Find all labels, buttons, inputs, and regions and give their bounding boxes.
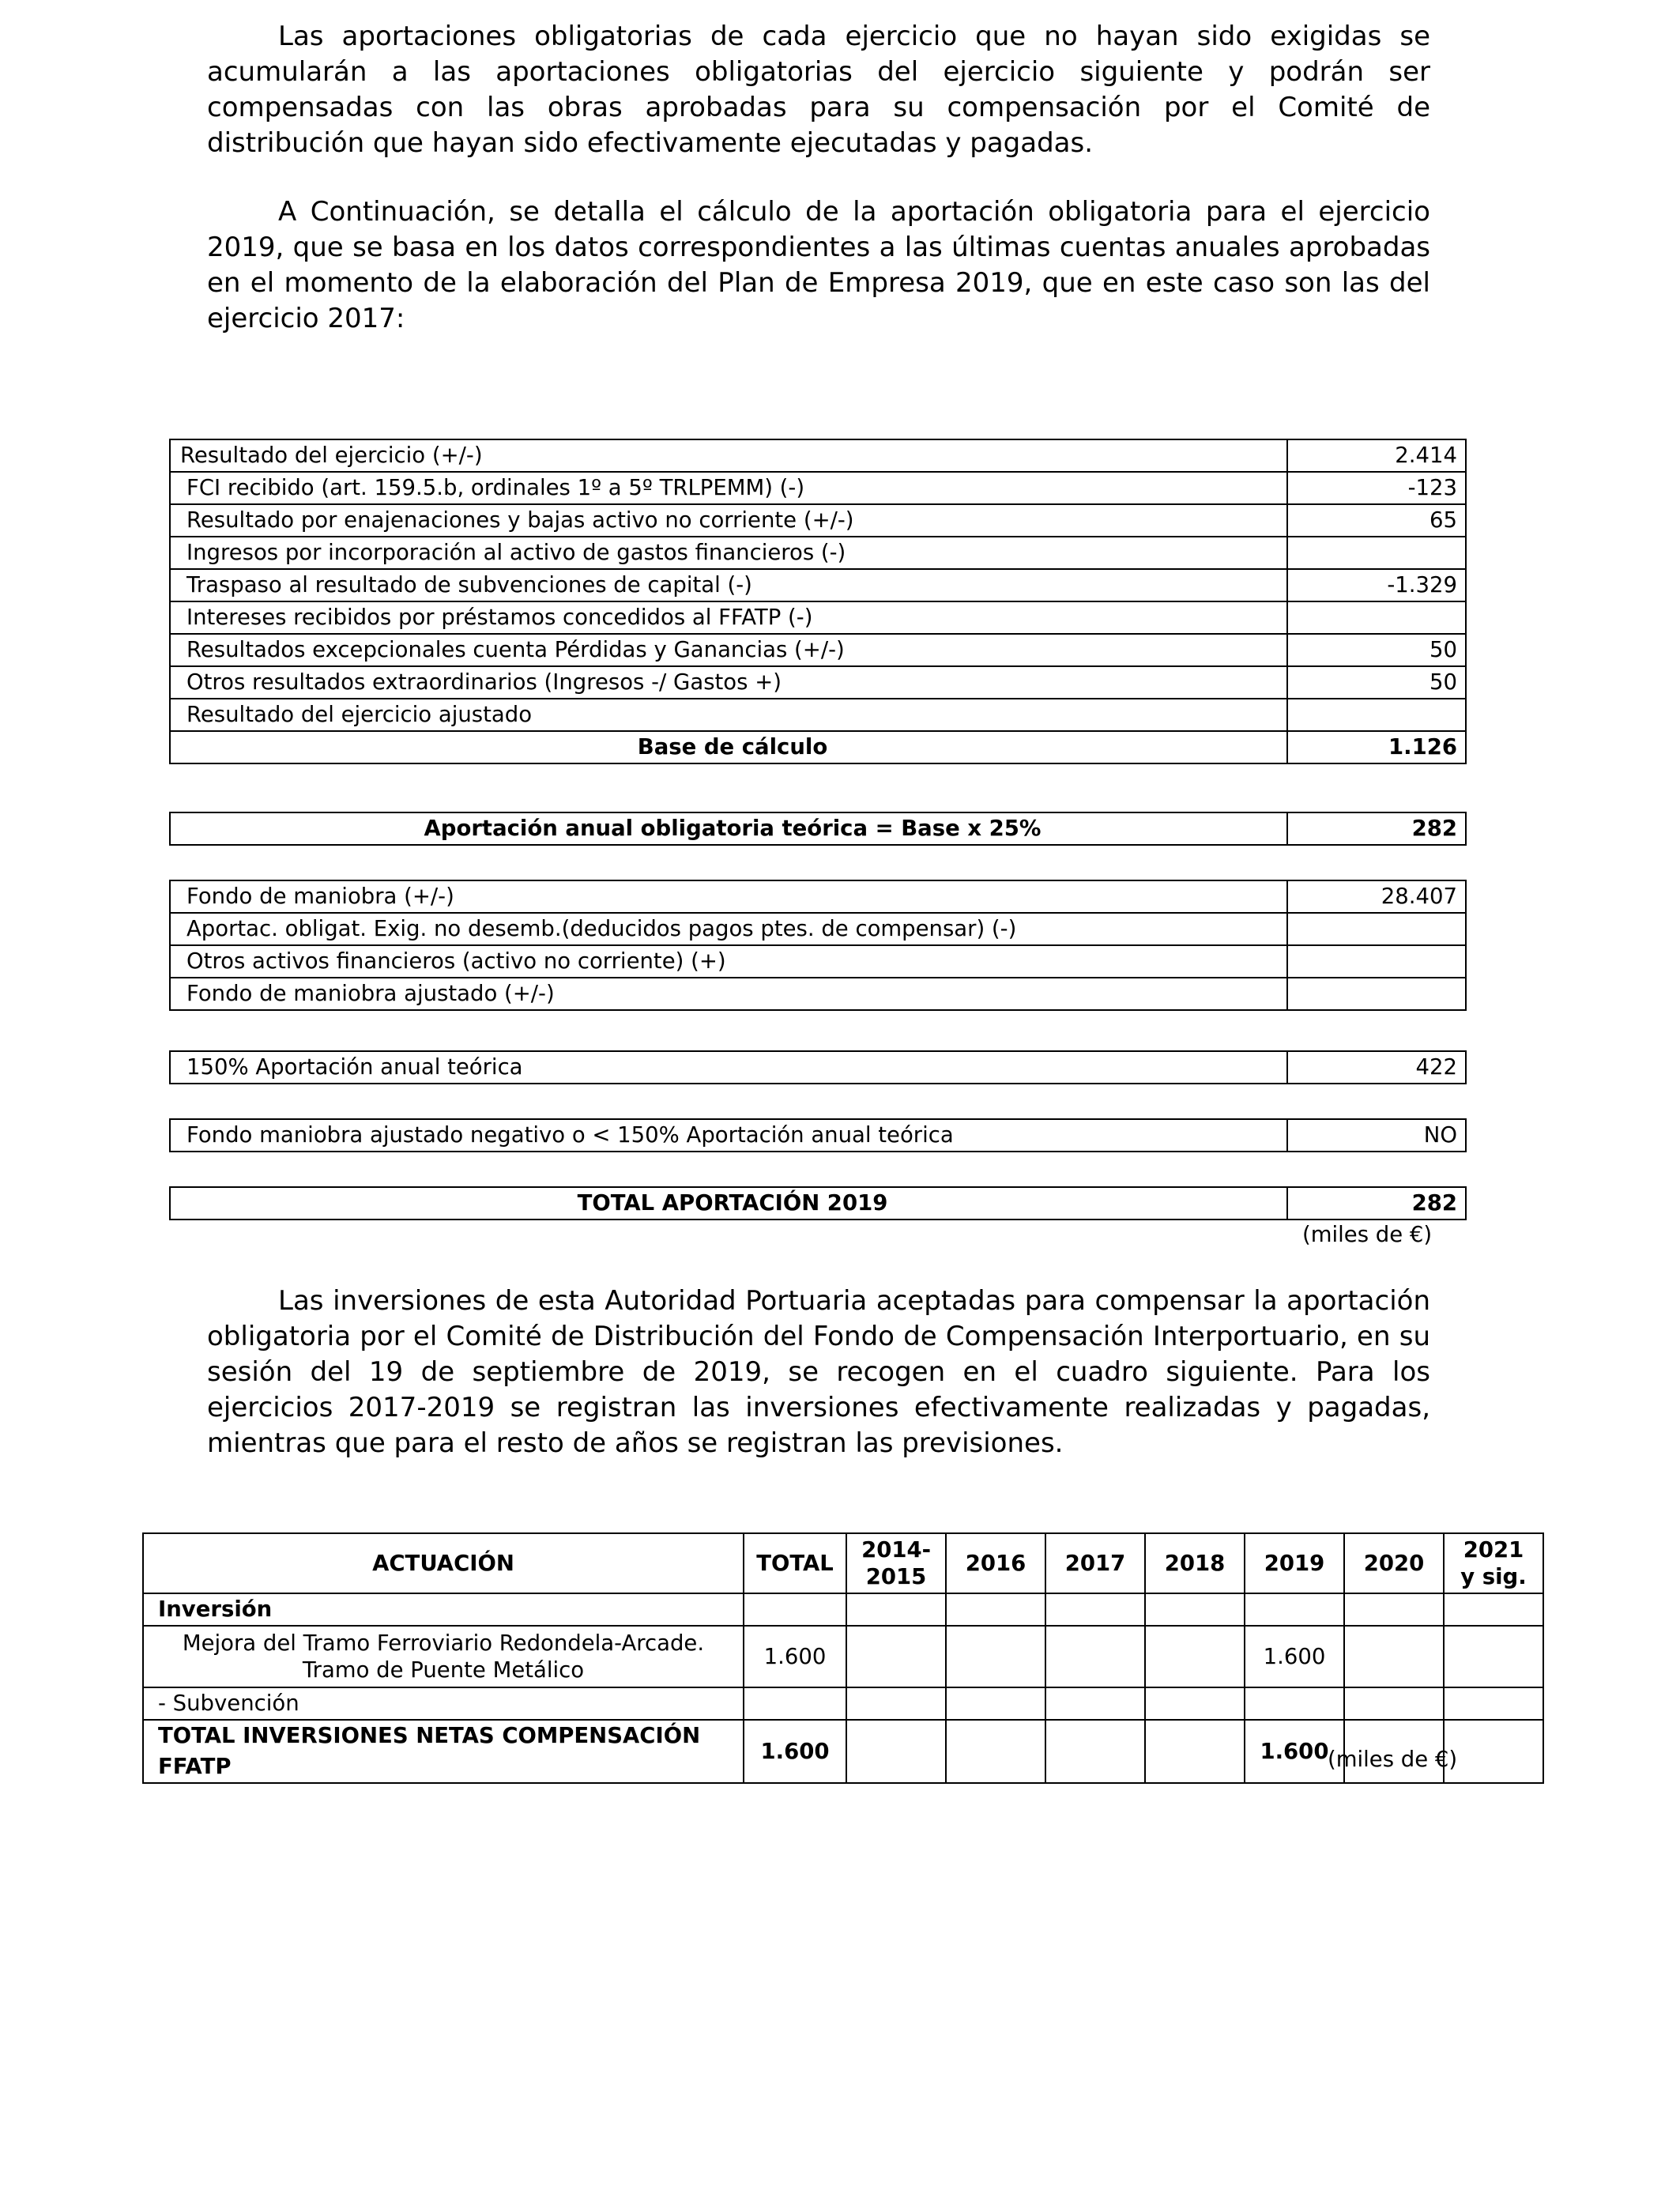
section-row bbox=[143, 1593, 1543, 1626]
actuacion-2019: 1.600 bbox=[1245, 1626, 1344, 1687]
aportacion-value: 282 bbox=[1287, 812, 1466, 845]
units-note: (miles de €) bbox=[1302, 1222, 1433, 1247]
aportacion-label: Aportación anual obligatoria teórica = Base x 25% bbox=[170, 812, 1287, 845]
row-label: Otros resultados extraordinarios (Ingresos -/ Gastos +) bbox=[170, 666, 1287, 699]
row-value bbox=[1287, 978, 1466, 1010]
aportacion-150-label: 150% Aportación anual teórica bbox=[170, 1051, 1287, 1084]
fondo-maniobra-table bbox=[169, 880, 1467, 1011]
aportacion-row bbox=[170, 812, 1466, 845]
header-2020: 2020 bbox=[1344, 1533, 1444, 1593]
header-actuacion: ACTUACIÓN bbox=[143, 1533, 744, 1593]
table-row bbox=[170, 439, 1466, 472]
row-value: 50 bbox=[1287, 634, 1466, 666]
base-label: Base de cálculo bbox=[170, 731, 1287, 763]
row-value bbox=[1287, 945, 1466, 978]
header-total: TOTAL bbox=[744, 1533, 846, 1593]
table-row bbox=[170, 569, 1466, 601]
row-label: Resultados excepcionales cuenta Pérdidas y Ganancias (+/-) bbox=[170, 634, 1287, 666]
section-label: Inversión bbox=[143, 1593, 744, 1626]
header-row bbox=[143, 1533, 1543, 1593]
row-label: Ingresos por incorporación al activo de gastos financieros (-) bbox=[170, 537, 1287, 569]
table-row bbox=[170, 601, 1466, 634]
row-label: Otros activos financieros (activo no corriente) (+) bbox=[170, 945, 1287, 978]
row-value: 65 bbox=[1287, 504, 1466, 537]
investments-paragraph: Las inversiones de esta Autoridad Portuaria aceptadas para compensar la aportación obligatoria por el Comité de Distribución del Fondo de Compensación Interportuario, en su sesión del 19 de septiembre de 2019, se recogen en el cuadro siguiente. Para los ejercicios 2017-2019 se registran las inversiones efectivamente realizadas y pagadas, mientras que para el resto de años se registran las previsiones. bbox=[207, 1285, 1430, 1459]
actuacion-name: Mejora del Tramo Ferroviario Redondela-Arcade. Tramo de Puente Metálico bbox=[143, 1626, 744, 1687]
table-row bbox=[170, 504, 1466, 537]
header-2014-2015: 2014- 2015 bbox=[846, 1533, 946, 1593]
subvencion-label: - Subvención bbox=[143, 1687, 744, 1720]
row-value: -123 bbox=[1287, 472, 1466, 504]
actuacion-total: 1.600 bbox=[744, 1626, 846, 1687]
table-row bbox=[170, 472, 1466, 504]
header-2021-sig: 2021 y sig. bbox=[1444, 1533, 1543, 1593]
table-row bbox=[170, 945, 1466, 978]
table-row bbox=[170, 634, 1466, 666]
negativo-value: NO bbox=[1287, 1119, 1466, 1152]
row-value bbox=[1287, 913, 1466, 945]
header-2016: 2016 bbox=[946, 1533, 1045, 1593]
row-label: Resultado del ejercicio (+/-) bbox=[170, 439, 1287, 472]
table-row bbox=[170, 913, 1466, 945]
table-row bbox=[170, 666, 1466, 699]
aportacion-150-row bbox=[170, 1051, 1466, 1084]
total-inversiones-total: 1.600 bbox=[744, 1720, 846, 1783]
negativo-row bbox=[170, 1119, 1466, 1152]
table-row bbox=[170, 880, 1466, 913]
row-label: Fondo de maniobra (+/-) bbox=[170, 880, 1287, 913]
header-2017: 2017 bbox=[1045, 1533, 1145, 1593]
negativo-table bbox=[169, 1118, 1467, 1152]
total-inversiones-label: TOTAL INVERSIONES NETAS COMPENSACIÓN FFATP bbox=[143, 1720, 744, 1783]
base-row bbox=[170, 731, 1466, 763]
calculation-table bbox=[169, 439, 1467, 764]
row-value: 28.407 bbox=[1287, 880, 1466, 913]
row-label: Resultado del ejercicio ajustado bbox=[170, 699, 1287, 731]
row-value: 2.414 bbox=[1287, 439, 1466, 472]
row-value: 50 bbox=[1287, 666, 1466, 699]
row-value bbox=[1287, 601, 1466, 634]
negativo-label: Fondo maniobra ajustado negativo o < 150% Aportación anual teórica bbox=[170, 1119, 1287, 1152]
table-row bbox=[170, 699, 1466, 731]
table-row bbox=[143, 1687, 1543, 1720]
units-note: (miles de €) bbox=[1328, 1747, 1458, 1772]
total-row bbox=[170, 1187, 1466, 1220]
row-value bbox=[1287, 537, 1466, 569]
table-row bbox=[170, 978, 1466, 1010]
total-value: 282 bbox=[1287, 1187, 1466, 1220]
total-label: TOTAL APORTACIÓN 2019 bbox=[170, 1187, 1287, 1220]
row-label: Resultado por enajenaciones y bajas activo no corriente (+/-) bbox=[170, 504, 1287, 537]
table-row bbox=[170, 537, 1466, 569]
aportacion-150-table bbox=[169, 1050, 1467, 1084]
row-label: Traspaso al resultado de subvenciones de capital (-) bbox=[170, 569, 1287, 601]
aportacion-table bbox=[169, 812, 1467, 846]
table-row bbox=[143, 1626, 1543, 1687]
aportacion-150-value: 422 bbox=[1287, 1051, 1466, 1084]
total-inversiones-2019: 1.600 bbox=[1245, 1720, 1344, 1783]
total-aportacion-table bbox=[169, 1186, 1467, 1220]
row-label: Intereses recibidos por préstamos concedidos al FFATP (-) bbox=[170, 601, 1287, 634]
row-label: Aportac. obligat. Exig. no desemb.(deducidos pagos ptes. de compensar) (-) bbox=[170, 913, 1287, 945]
base-value: 1.126 bbox=[1287, 731, 1466, 763]
row-label: Fondo de maniobra ajustado (+/-) bbox=[170, 978, 1287, 1010]
row-label: FCI recibido (art. 159.5.b, ordinales 1º a 5º TRLPEMM) (-) bbox=[170, 472, 1287, 504]
row-value bbox=[1287, 699, 1466, 731]
intro-paragraph: Las aportaciones obligatorias de cada ejercicio que no hayan sido exigidas se acumularán a las aportaciones obligatorias del ejercicio siguiente y podrán ser compensadas con las obras aprobadas para su compensación por el Comité de distribución que hayan sido efectivamente ejecutadas y pagadas. bbox=[207, 21, 1430, 159]
calculation-intro-paragraph: A Continuación, se detalla el cálculo de la aportación obligatoria para el ejercicio 2019, que se basa en los datos correspondientes a las últimas cuentas anuales aprobadas en el momento de la elaboración del Plan de Empresa 2019, que en este caso son las del ejercicio 2017: bbox=[207, 196, 1430, 334]
row-value: -1.329 bbox=[1287, 569, 1466, 601]
header-2018: 2018 bbox=[1145, 1533, 1245, 1593]
header-2019: 2019 bbox=[1245, 1533, 1344, 1593]
